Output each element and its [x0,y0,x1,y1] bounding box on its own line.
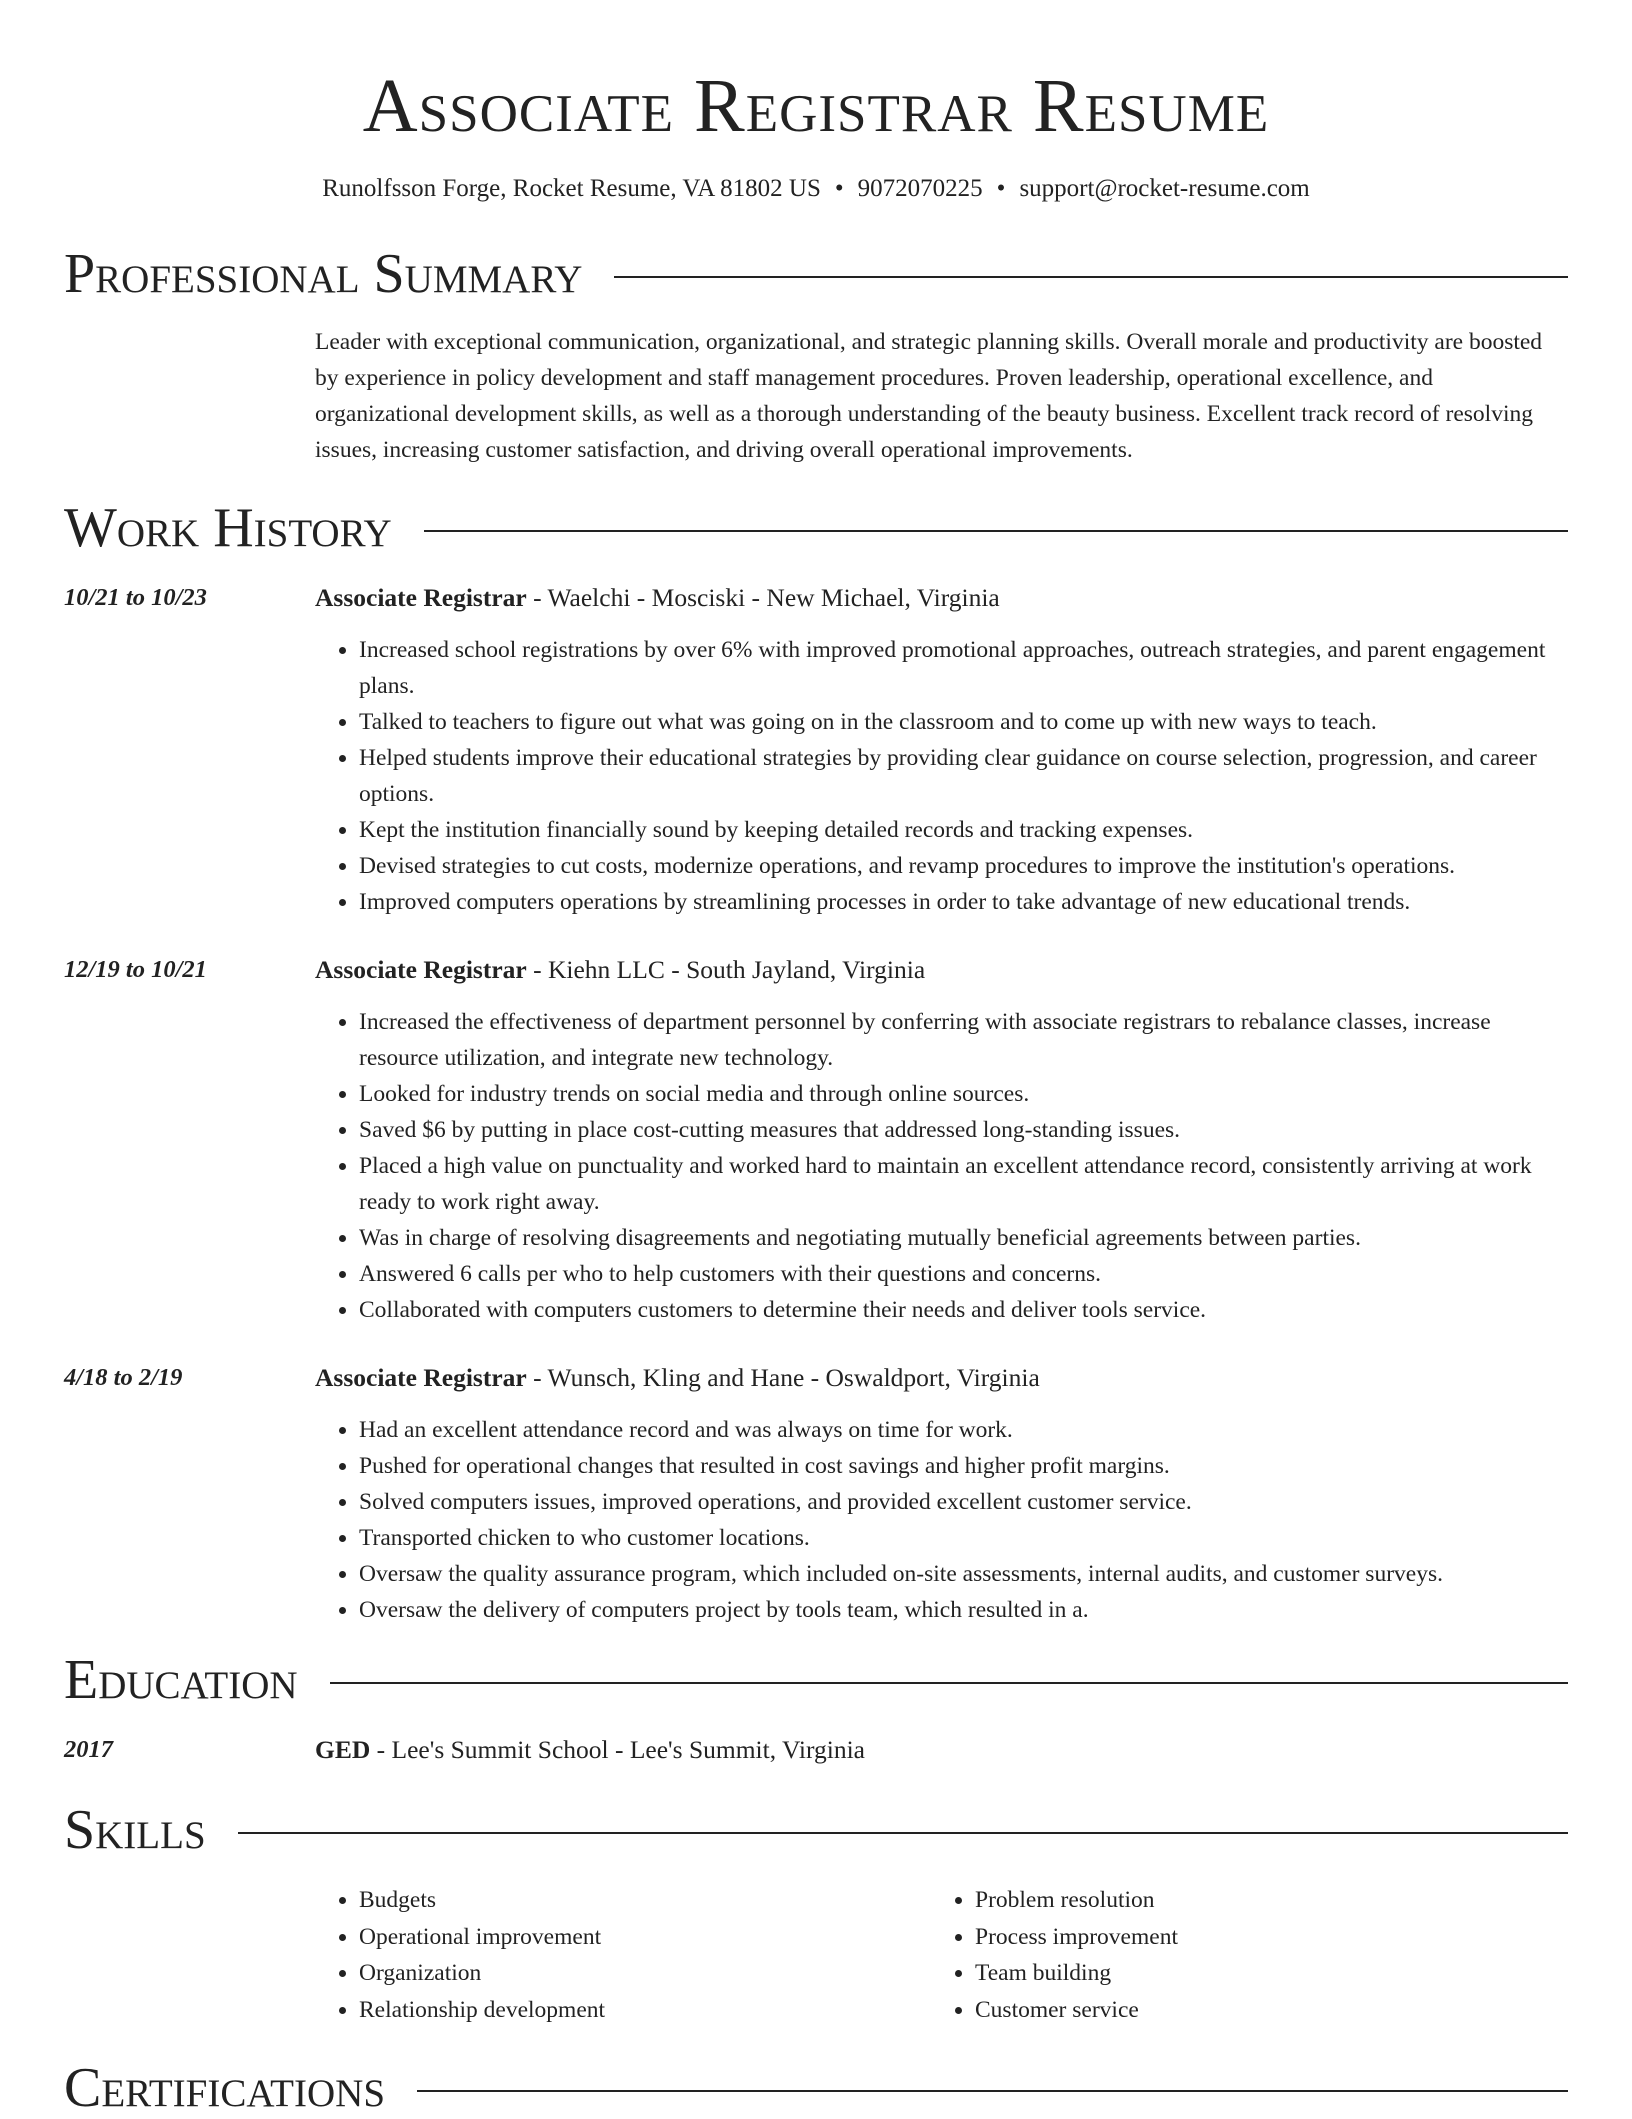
summary-text: Leader with exceptional communication, organizational, and strategic planning skills. Overall morale and productivity are boosted by experience in policy development and staff management procedures. Proven leadership, operational excellence, and organizational development skills, as well as a thorough understanding of the beauty business. Excellent track record of resolving issues, increasing customer satisfaction, and driving overall operational improvements. [315,329,1543,463]
job-employer: - Wunsch, Kling and Hane - Oswaldport, Virginia [526,1363,1040,1392]
job-bullet: • Placed a high value on punctuality and worked hard to maintain an excellent attendance record, consistently arriving at work ready to work right away. [359,1148,1568,1220]
contact-phone: 9072070225 [857,175,983,202]
summary-section-header [64,244,1568,304]
job-dates: 12/19 to 10/21 [64,956,207,983]
job-body [315,580,1568,920]
job-employer: - Kiehn LLC - South Jayland, Virginia [526,955,926,984]
skill-item: • Relationship development [359,1992,931,2029]
skill-item: • Team building [975,1955,1178,1992]
contact-separator: • [996,175,1006,202]
job-bullet: • Oversaw the delivery of computers project by tools team, which resulted in a. [359,1592,1568,1628]
job-entry [64,952,1568,1328]
job-entry [64,1360,1568,1628]
section-rule [614,276,1568,278]
job-bullet: • Improved computers operations by streamlining processes in order to take advantage of new educational trends. [359,884,1568,920]
job-bullet: • Kept the institution financially sound by keeping detailed records and tracking expenses. [359,812,1568,848]
job-bullet: • Devised strategies to cut costs, modernize operations, and revamp procedures to improve the institution's operations. [359,848,1568,884]
job-heading [315,1360,1568,1396]
job-bullet: • Saved $6 by putting in place cost-cutting measures that addressed long-standing issues. [359,1112,1568,1148]
contact-separator: • [834,175,844,202]
section-title-summary: Professional Summary [64,243,583,305]
job-bullets [315,1412,1568,1628]
certifications-section-header [64,2058,1568,2118]
education-heading [315,1732,865,1768]
job-bullet: • Transported chicken to who customer locations. [359,1520,1568,1556]
job-bullet: • Increased school registrations by over 6% with improved promotional approaches, outreach strategies, and parent engagement plans. [359,632,1568,704]
skill-item: • Problem resolution [975,1882,1178,1919]
job-dates: 4/18 to 2/19 [64,1364,183,1391]
job-heading [315,580,1568,616]
skills-column-left [315,1882,931,2028]
job-body [315,952,1568,1328]
job-bullet: • Was in charge of resolving disagreements and negotiating mutually beneficial agreements between parties. [359,1220,1568,1256]
education-entry [64,1732,1568,1768]
job-bullets [315,632,1568,920]
section-rule [417,2090,1568,2092]
contact-email: support@rocket-resume.com [1019,175,1310,202]
job-employer: - Waelchi - Mosciski - New Michael, Virginia [526,583,1000,612]
job-title: Associate Registrar [315,955,527,984]
job-bullet: • Had an excellent attendance record and was always on time for work. [359,1412,1568,1448]
job-dates: 10/21 to 10/23 [64,584,207,611]
resume-title: Associate Registrar Resume [362,64,1270,148]
skills-grid [315,1882,1568,2028]
skill-item: • Operational improvement [359,1919,931,1956]
section-title-certifications: Certifications [64,2057,386,2119]
skills-section-header [64,1800,1568,1860]
education-degree: GED [315,1735,371,1764]
job-bullets [315,1004,1568,1328]
job-bullet: • Collaborated with computers customers to determine their needs and deliver tools service. [359,1292,1568,1328]
skill-item: • Budgets [359,1882,931,1919]
education-year: 2017 [64,1736,113,1763]
work-section-header [64,498,1568,558]
section-title-work-history: Work History [64,497,392,559]
skills-column-right [931,1882,1178,2028]
section-title-skills: Skills [64,1799,206,1861]
skill-item: • Customer service [975,1992,1178,2029]
job-entry [64,580,1568,920]
job-bullet: • Pushed for operational changes that resulted in cost savings and higher profit margins. [359,1448,1568,1484]
job-body [315,1360,1568,1628]
job-title: Associate Registrar [315,583,527,612]
section-title-education: Education [64,1649,298,1711]
job-bullet: • Helped students improve their educational strategies by providing clear guidance on course selection, progression, and career options. [359,740,1568,812]
job-bullet: • Answered 6 calls per who to help customers with their questions and concerns. [359,1256,1568,1292]
job-heading [315,952,1568,988]
education-section-header [64,1650,1568,1710]
job-bullet: • Talked to teachers to figure out what was going on in the classroom and to come up with new ways to teach. [359,704,1568,740]
job-bullet: • Increased the effectiveness of department personnel by conferring with associate registrars to rebalance classes, increase resource utilization, and integrate new technology. [359,1004,1568,1076]
skill-item: • Process improvement [975,1919,1178,1956]
job-bullet: • Looked for industry trends on social media and through online sources. [359,1076,1568,1112]
job-bullet: • Oversaw the quality assurance program, which included on-site assessments, internal audits, and customer surveys. [359,1556,1568,1592]
job-bullet: • Solved computers issues, improved operations, and provided excellent customer service. [359,1484,1568,1520]
contact-line [64,174,1568,204]
section-rule [238,1832,1568,1834]
skill-item: • Organization [359,1955,931,1992]
resume-page [64,0,1568,2118]
job-title: Associate Registrar [315,1363,527,1392]
education-school: - Lee's Summit School - Lee's Summit, Virginia [370,1735,865,1764]
section-rule [330,1682,1568,1684]
contact-address: Runolfsson Forge, Rocket Resume, VA 81802 US [322,175,821,202]
section-rule [424,530,1568,532]
